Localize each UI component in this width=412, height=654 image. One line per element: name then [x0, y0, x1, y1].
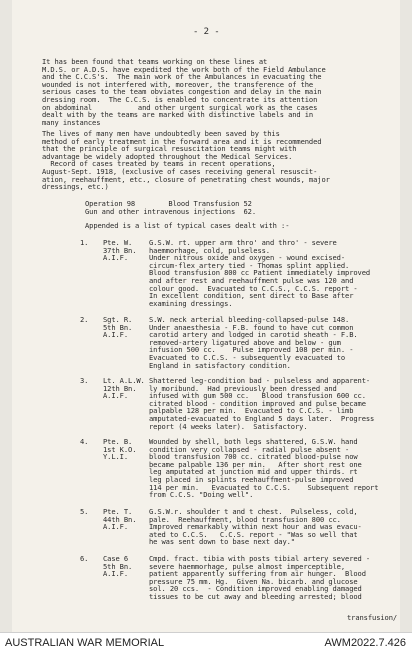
page-number: - 2 - [193, 27, 220, 37]
case-number: 4. [80, 437, 89, 446]
catchword: transfusion/ [347, 613, 398, 622]
case-patient-id: Pte. B. 1st K.O. Y.L.I. [103, 437, 137, 462]
case-number: 3. [80, 376, 89, 385]
case-description: Shattered leg-condition bad - pulseless and apparent- ly moribund. Had previously been dressed and infused with gum 500 cc. Blood transfusion 600 cc. citrated blood - condition improved and pulse became palpable 128 per min. Evacuated to C.C.S. - limb amputated-evacuated to England 5 days later. Progress report (4 weeks later). Satisfactory. [149, 376, 375, 431]
document-page [12, 0, 400, 632]
case-number: 6. [80, 554, 89, 563]
case-patient-id: Case 6 5th Bn. A.I.F. [103, 554, 133, 579]
case-patient-id: Pte. T. 44th Bn. A.I.F. [103, 507, 137, 532]
archive-footer [0, 632, 412, 654]
paragraph-teams: It has been found that teams working on these lines at M.D.S. or A.D.S. have expedited the work both of the Field Ambulance and the C.C.S's. The main work of the Ambulances in evacuating the wounded is not interfered with, moreover, the transference of the serious cases to the team obviates congestion and delay in the main dressing room. The C.C.S. is enabled to concentrate its attention on abdominal and other urgent surgical work as the cases dealt with by the teams are marked with distinctive labels and in many instances [42, 57, 326, 127]
injection-count: Gun and other intravenous injections 62. [85, 207, 257, 216]
paragraph-lives-saved: The lives of many men have undoubtedly been saved by this method of early treatment in the forward area and it is recommended that the principle of surgical resuscitation teams might with advantage be widely adopted throughout the Medical Services. Record of cases treated by teams in recent operations, August-Sept. 1918, (exclusive of cases receiving general resuscit- ation, reehauffment, etc., closure of penetrating chest wounds, major dressings, etc.) [42, 129, 330, 192]
case-description: G.S.W.r. shoulder t and t chest. Pulseless, cold, pale. Reehauffment, blood transfusion 800 cc. Improved remarkably within next hour and was evacu- ated to C.C.S. C.C.S. report - "Was so well that he was sent down to base next day." [149, 507, 362, 547]
case-description: Wounded by shell, both legs shattered, G.S.W. hand condition very collapsed - radial pulse absent - blood transfusion 700 cc. citrated blood-pulse now became palpable 136 per min. After short rest one leg amputated at junction mid and upper thirds. rt leg placed in splints reehauffment-pulse improved 114 per min. Evacuated to C.C.S. Subsequent report from C.C.S. "Doing well". [149, 437, 379, 500]
operation-count: Operation 98 Blood Transfusion 52 [85, 199, 252, 208]
case-patient-id: Pte. W. 37th Bn. A.I.F. [103, 238, 137, 263]
case-number: 1. [80, 238, 89, 247]
case-number: 5. [80, 507, 89, 516]
case-description: G.S.W. rt. upper arm thro' and thro' - severe haemmorhage, cold, pulseless. Under nitrous oxide and oxygen - wound excised- circum-flex artery tied - Thomas splint applied. Blood transfusion 800 cc Patient immediately improved and after rest and reehauffment pulse was 120 and colour good. Evacuated to C.C.S., C.C.S. report - In excellent condition, sent direct to Base after examining dressings. [149, 238, 371, 308]
archive-name: AUSTRALIAN WAR MEMORIAL [5, 637, 165, 649]
case-patient-id: Lt. A.L.W. 12th Bn. A.I.F. [103, 376, 145, 401]
case-patient-id: Sgt. R. 5th Bn. A.I.F. [103, 315, 133, 340]
case-description: Cmpd. fract. tibia with posts tibial artery severed - severe haemmorhage, pulse almost imperceptible, patient apparently suffering from air hunger. Blood pressure 75 mm. Hg. Given Na. bicarb. and glucose sol. 20 ccs. - Condition improved enabling damaged tissues to be cut away and bleeding arrested; blood [149, 554, 371, 601]
case-number: 2. [80, 315, 89, 324]
appended-heading: Appended is a list of typical cases dealt with :- [85, 221, 290, 230]
archive-reference: AWM2022.7.426 [324, 637, 406, 649]
case-description: S.W. neck arterial bleeding-collapsed-pulse 148. Under anaesthesia - F.B. found to have cut common carotid artery and lodged in carotid sheath - F.B. removed-artery ligatured above and below - gum infusion 500 cc. Pulse improved 108 per min. - Evacuated to C.C.S. - subsequently evacuated to England in satisfactory condition. [149, 315, 358, 370]
